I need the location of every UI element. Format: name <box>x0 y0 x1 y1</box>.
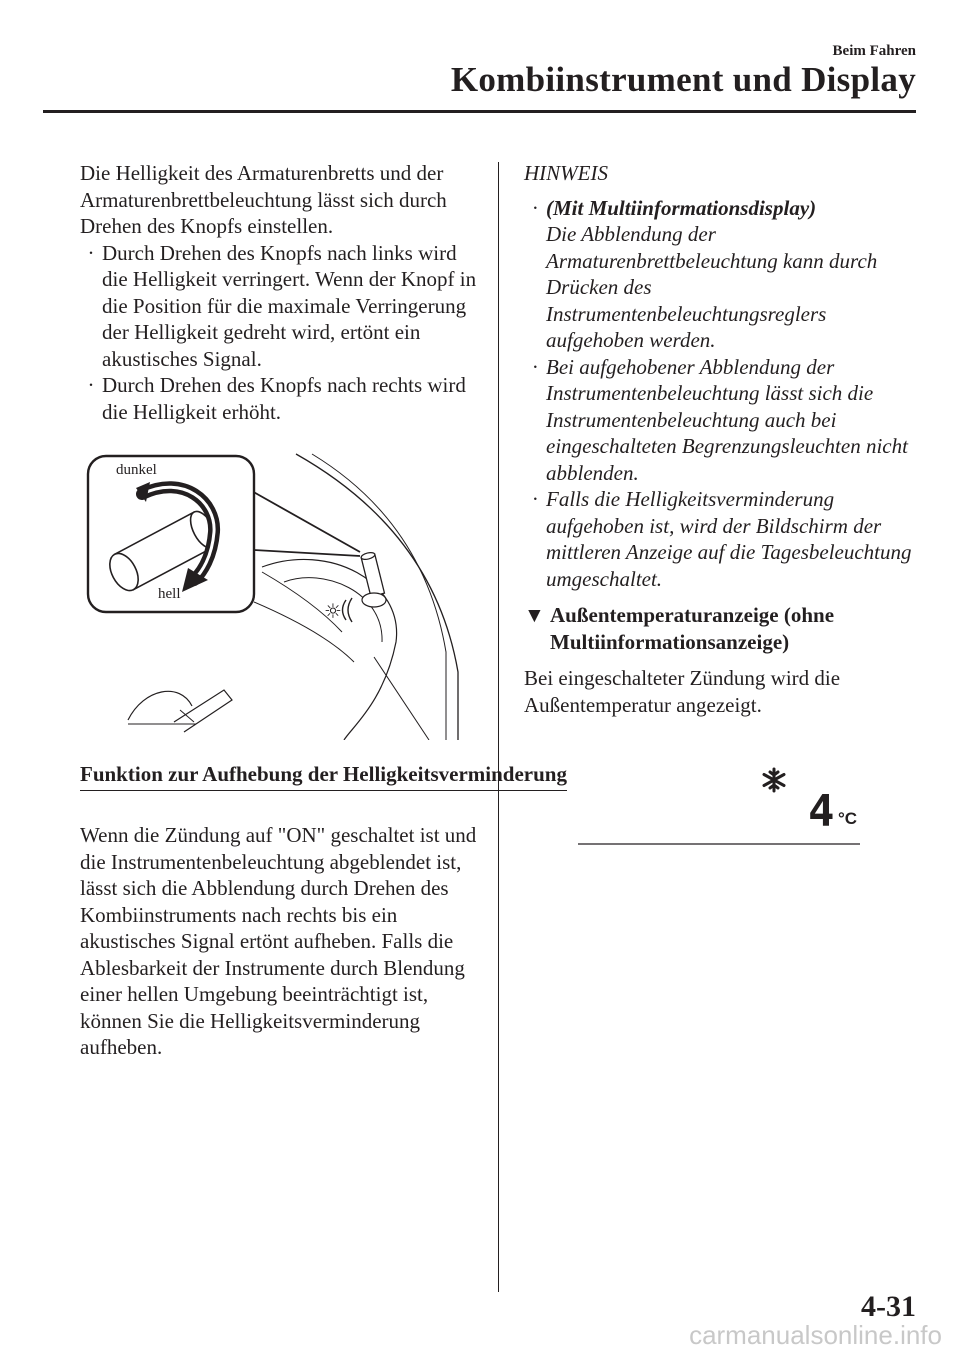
bullet-text: Durch Drehen des Knopfs nach links wird die Helligkeit verringert. Wenn der Knopf in die Position für die maximale Verringerung der Helligkeit gedreht wird, ertönt ein akustisches Signal. <box>102 240 477 371</box>
dimmer-knob-illustration <box>84 452 476 740</box>
column-divider <box>498 162 499 1292</box>
bullet-text: Durch Drehen des Knopfs nach rechts wird die Helligkeit erhöht. <box>102 373 466 424</box>
temp-display-drawing <box>576 766 862 848</box>
note-bullet <box>524 354 924 487</box>
intro-paragraph: Die Helligkeit des Armaturenbretts und der Armaturenbrettbeleuchtung lässt sich durch Drehen des Knopfs einstellen. <box>80 161 447 238</box>
page-number: 4-31 <box>861 1290 916 1323</box>
dimmer-knob-drawing <box>84 452 476 740</box>
subsection-body: Bei eingeschalteter Zündung wird die Außentemperatur angezeigt. <box>524 666 841 717</box>
note-text: Bei aufgehobener Abblendung der Instrumentenbeleuchtung lässt sich die Instrumentenbeleuchtung auch bei eingeschalteten Begrenzungsleuchten nicht abblenden. <box>546 354 908 485</box>
note-bullet <box>524 486 924 592</box>
watermark: carmanualsonline.info <box>689 1320 942 1350</box>
bullet-dot: · <box>532 354 538 379</box>
svg-text:☼: ☼ <box>324 599 342 623</box>
bullet-dot: · <box>87 240 95 265</box>
snowflake-icon <box>764 769 784 791</box>
bullet-item <box>80 240 480 373</box>
temp-unit: °C <box>838 809 858 828</box>
bullet-dot: · <box>532 195 538 220</box>
bullet-dot: · <box>532 487 538 511</box>
bullet-dot: · <box>87 373 95 397</box>
running-head-section: Beim Fahren <box>832 43 916 59</box>
label-bright: hell <box>158 586 181 602</box>
section-paragraph: Wenn die Zündung auf "ON" geschaltet ist und die Instrumentenbeleuchtung abgeblendet ist, lässt sich die Abblendung durch Drehen des Kombiinstruments nach rechts bis ein akustisches Signal ertönt aufheben. Falls die Ablesbarkeit der Instrumente durch Blendung einer hellen Umgebung beeinträchtigt ist, können Sie die Helligkeitsverminderung aufheben. <box>80 823 477 1059</box>
note-bullet <box>524 195 924 354</box>
section-body <box>80 822 480 1061</box>
outside-temp-display <box>576 766 862 848</box>
note-text: Falls die Helligkeitsverminderung aufgehoben ist, wird der Bildschirm der mittleren Anzeige auf die Tagesbeleuchtung umgeschaltet. <box>546 487 912 591</box>
note-text: Die Abblendung der Armaturenbrettbeleuchtung kann durch Drücken des Instrumentenbeleuchtungsreglers aufgehoben werden. <box>546 222 878 352</box>
header-rule <box>43 110 916 113</box>
triangle-marker-icon: ▼ <box>524 603 545 627</box>
temp-value: 4 <box>808 786 835 837</box>
left-column <box>80 160 480 425</box>
label-dark: dunkel <box>116 462 157 478</box>
right-column <box>524 160 924 718</box>
running-head-title: Kombiinstrument und Display <box>450 60 916 99</box>
note-lead: (Mit Multiinformationsdisplay) <box>546 195 817 220</box>
note-label: HINWEIS <box>524 161 608 185</box>
bullet-item <box>80 372 480 425</box>
section-heading: Funktion zur Aufhebung der Helligkeitsverminderung <box>80 760 567 791</box>
subsection-heading: ▼ Außentemperaturanzeige (ohne Multiinformationsanzeige) <box>524 603 835 654</box>
